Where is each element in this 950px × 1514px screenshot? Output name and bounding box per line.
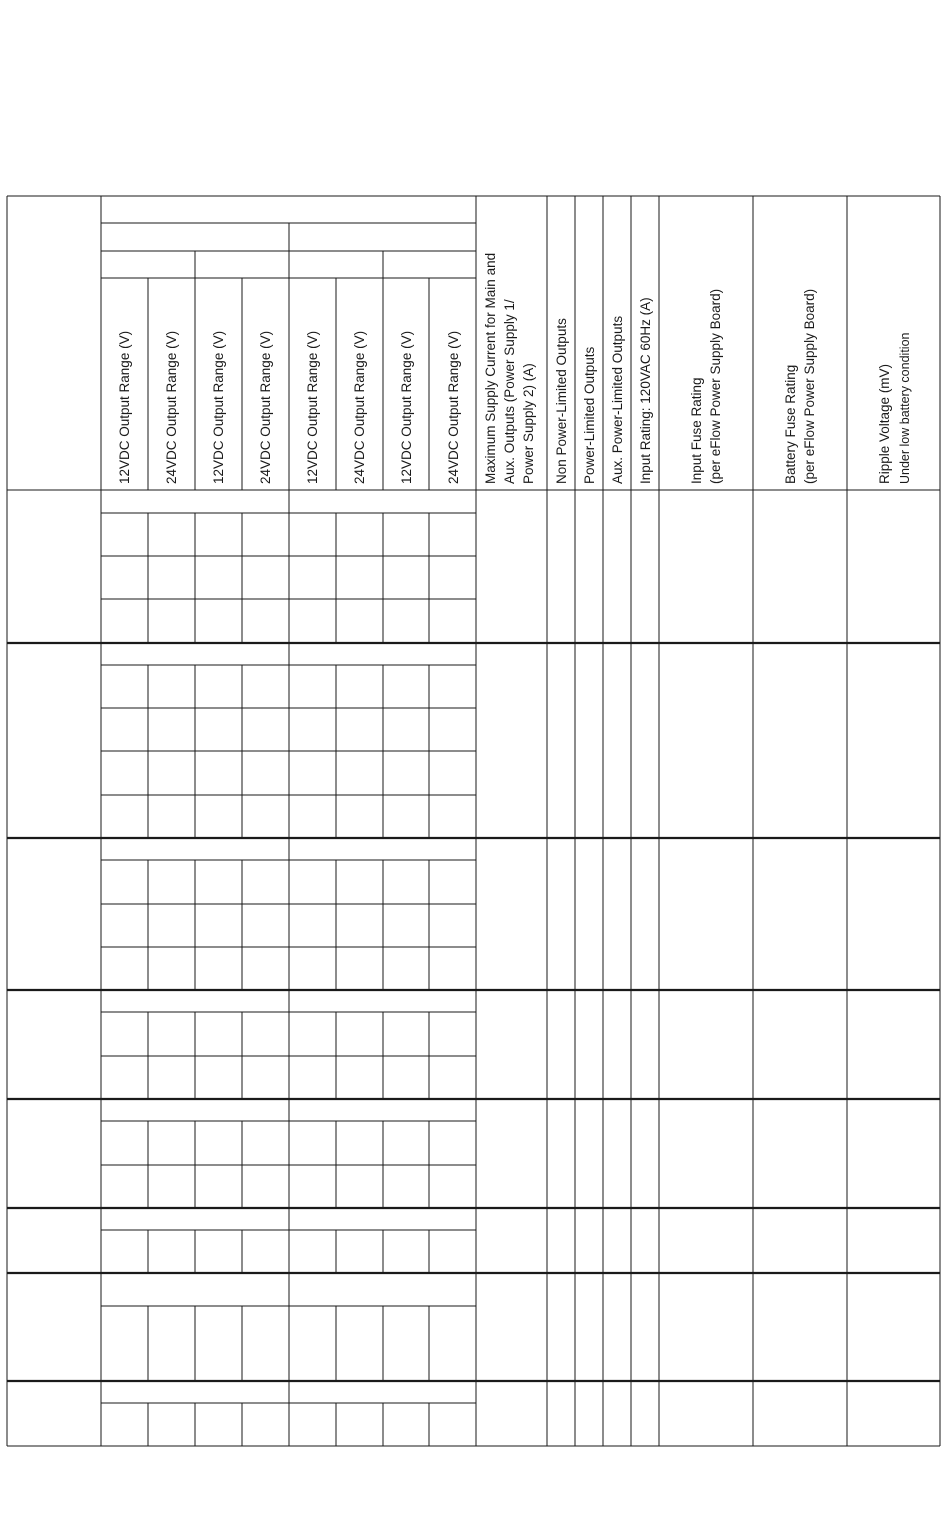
header-power-limited-outputs: Power-Limited Outputs	[582, 346, 597, 484]
ripple-line-2: Under low battery condition	[898, 332, 912, 484]
header-12vdc-output-range: 12VDC Output Range (V)	[211, 330, 226, 484]
max-current-line-1: Maximum Supply Current for Main and	[483, 252, 498, 484]
header-ripple-voltage	[877, 332, 912, 484]
header-12vdc-output-range: 12VDC Output Range (V)	[399, 330, 414, 484]
header-max-supply-current	[483, 253, 536, 484]
header-input-fuse-rating	[689, 289, 723, 484]
input-fuse-line-1: Input Fuse Rating	[689, 377, 704, 484]
ripple-line-1: Ripple Voltage (mV)	[877, 363, 892, 484]
table-grid	[7, 196, 940, 1446]
header-24vdc-output-range: 24VDC Output Range (V)	[352, 330, 367, 484]
header-24vdc-output-range: 24VDC Output Range (V)	[164, 330, 179, 484]
max-current-line-3: Power Supply 2) (A)	[521, 363, 536, 484]
battery-fuse-line-1: Battery Fuse Rating	[783, 364, 798, 484]
max-current-line-2: Aux. Outputs (Power Supply 1/	[502, 299, 517, 484]
header-battery-fuse-rating	[783, 289, 817, 484]
header-24vdc-output-range: 24VDC Output Range (V)	[258, 330, 273, 484]
header-input-rating: Input Rating: 120VAC 60Hz (A)	[638, 297, 653, 484]
header-non-power-limited-outputs: Non Power-Limited Outputs	[554, 318, 569, 484]
header-12vdc-output-range: 12VDC Output Range (V)	[117, 330, 132, 484]
header-12vdc-output-range: 12VDC Output Range (V)	[305, 330, 320, 484]
header-aux-power-limited-outputs: Aux. Power-Limited Outputs	[610, 315, 625, 484]
header-24vdc-output-range: 24VDC Output Range (V)	[446, 330, 461, 484]
input-fuse-line-2: (per eFlow Power Supply Board)	[708, 288, 723, 484]
battery-fuse-line-2: (per eFlow Power Supply Board)	[802, 288, 817, 484]
